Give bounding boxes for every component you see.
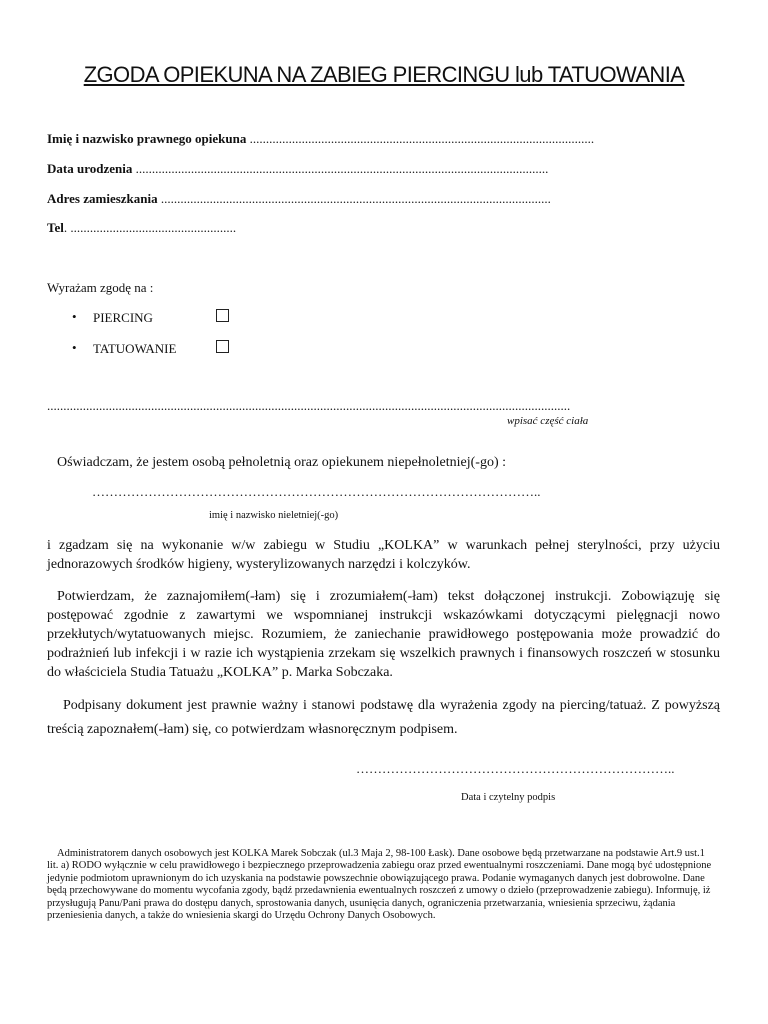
birth-date-label: Data urodzenia [47,161,133,176]
gdpr-notice: Administratorem danych osobowych jest KOLKA Marek Sobczak (ul.3 Maja 2, 98-100 Łask). Dane osobowe będą przetwarzane na podstawie Art.9 ust.1 lit. a) RODO wyłącznie w celu prawidłowego i bezpiecznego przeprowadzenia zabiegu oraz przed ewentualnymi roszczeniami. Dane mogą być udostępnione jedynie podmiotom uprawnionym do ich uzyskania na podstawie powszechnie obowiązującego prawa. Podanie wymaganych danych jest dobrowolne. Dane będą przechowywane do momentu wycofania zgody, bądź przedawnienia ewentualnych roszczeń z umowy o dzieło (przeprowadzenie zabiegu). Informuję, iż przysługują Panu/Pani prawa do dostępu danych, sprostowania danych, usunięcia danych, ograniczenia przetwarzania, wniesienia sprzeciwu, żądania przeniesienia danych, a także do wniesienia skargi do Urzędu Ochrony Danych Osobowych. [47,848,712,922]
instructions-paragraph: Potwierdzam, że zaznajomiłem(-łam) się i zrozumiałem(-łam) tekst dołączonej instrukcji. Zobowiązuję się postępować zgodnie z zawartymi we wspomnianej instrukcji wskazówkami dotyczącymi pielęgnacji nowo przekłutych/wytatuowanych miejsc. Rozumiem, że zaniechanie prawidłowego postępowania może prowadzić do podrażnień lub infekcji i w razie ich wystąpienia zrzekam się wszelkich prawnych i finansowych roszczeń w stosunku do właściciela Studia Tatuażu „KOLKA” p. Marka Sobczaka. [47,589,720,680]
piercing-checkbox[interactable] [216,309,229,322]
bullet-icon: • [72,340,77,355]
signature-input[interactable]: ……………………………………………………………….. [356,761,675,776]
option-tattoo-label: TATUOWANIE [93,341,177,356]
body-part-input[interactable]: ................................................................................................................................................................. [47,398,571,413]
guardian-name-field[interactable] [47,131,594,147]
minor-name-input[interactable]: ………………………………………………………………………………………….. [92,484,541,499]
address-label: Adres zamieszkania [47,191,158,206]
guardian-name-dots: .......................................................................................................... [249,131,595,146]
bullet-icon: • [72,309,77,324]
validity-paragraph: Podpisany dokument jest prawnie ważny i stanowi podstawę dla wyrażenia zgody na piercing/tatuaż. Z powyższą treścią zapoznałem(-łam) się, co potwierdzam własnoręcznym podpisem. [47,698,720,737]
agreement-paragraph: i zgadzam się na wykonanie w/w zabiegu w Studiu „KOLKA” w warunkach pełnej sterylności, przy użyciu jednorazowych środków higieny, wysterylizowanych narzędzi i kolczyków. [47,538,720,572]
tattoo-checkbox[interactable] [216,340,229,353]
tel-dots: . ................................................... [63,220,237,235]
address-dots: ........................................................................................................................ [160,191,551,206]
signature-caption: Data i czytelny podpis [461,792,556,803]
option-piercing-label: PIERCING [93,310,153,325]
guardian-name-label: Imię i nazwisko prawnego opiekuna [47,131,247,146]
birth-date-field[interactable] [47,161,548,177]
birth-date-dots: ............................................................................................................................... [135,161,549,176]
consent-label: Wyrażam zgodę na : [47,280,154,295]
document-title: ZGODA OPIEKUNA NA ZABIEG PIERCINGU lub TATUOWANIA [83,62,685,87]
body-part-caption: wpisać część ciała [507,415,589,427]
minor-name-caption: imię i nazwisko nieletniej(-go) [209,510,339,521]
tel-label: Tel [47,220,64,235]
declaration-intro: Oświadczam, że jestem osobą pełnoletnią oraz opiekunem niepełnoletniej(-go) : [57,455,507,470]
tel-field[interactable] [47,220,236,236]
address-field[interactable] [47,191,551,207]
